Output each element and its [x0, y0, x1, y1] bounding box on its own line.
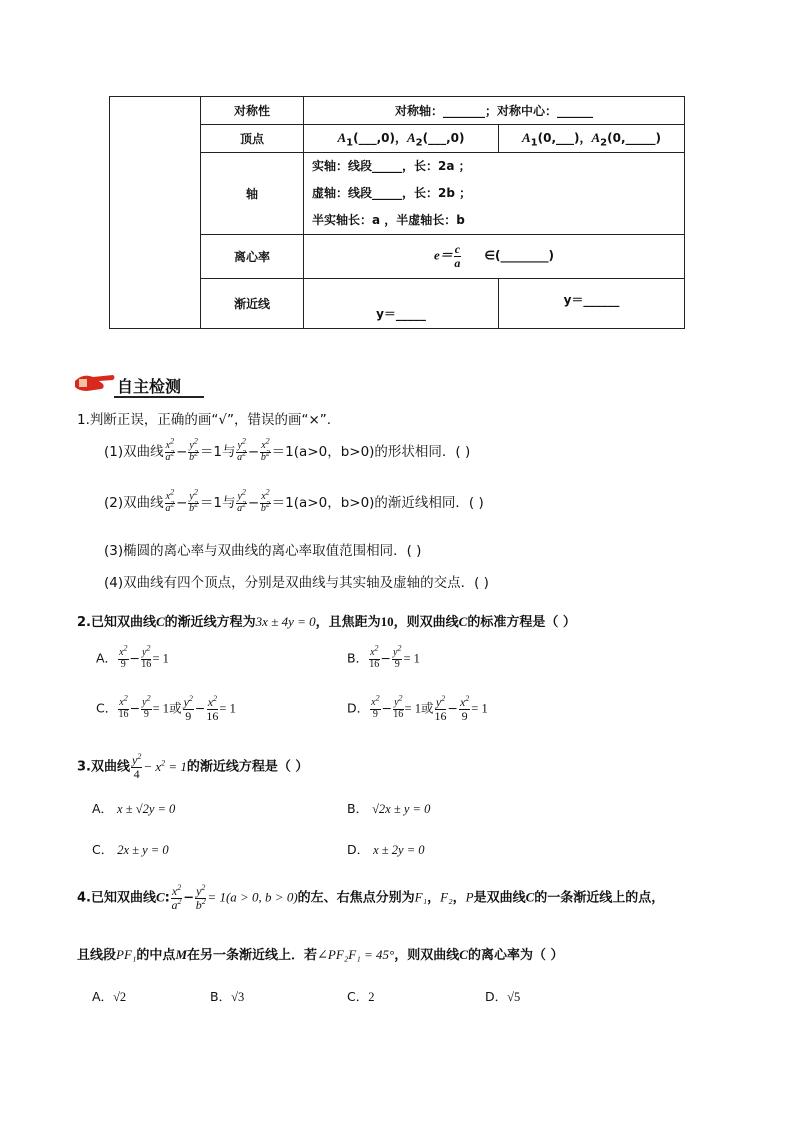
q4-option-a[interactable]: A．√2 — [92, 989, 127, 1004]
row-label-axis: 轴 — [201, 153, 304, 235]
q1-item-3: (3)椭圆的离心率与双曲线的离心率取值范围相同．( ) — [104, 543, 422, 559]
row-label-vertex: 顶点 — [201, 125, 304, 153]
q2-stem: 2.已知双曲线C的渐近线方程为3x ± 4y = 0，且焦距为10，则双曲线C的标准方程是（ ） — [77, 614, 576, 630]
section-title: 自主检测 — [117, 377, 182, 396]
q3-stem: 3.双曲线 $\frac{y^2}{4}$ − $x^2 = 1$的渐近线方程是（ ） — [77, 752, 309, 781]
q1-item-1: (1)双曲线 $\frac{x^2}{a^2}$ − $\frac{y^2}{b^2}$ ＝1与 $\frac{y^2}{a^2}$ − $\frac{x^2}{b^2}$ ＝1(a>0，b>0)的形状相同．( ) — [104, 436, 471, 463]
hyperbola-properties-table — [109, 96, 685, 329]
q2-option-c[interactable]: C． $\frac{x^2}{16}$ − $\frac{y^2}{9}$ = 1或 $\frac{y^2}{9}$ − $\frac{x^2}{16}$ = 1 — [96, 693, 236, 723]
section-underline — [114, 396, 204, 398]
asymptote-right: y＝______ — [499, 279, 685, 329]
q3-option-c[interactable]: C． 2x ± y = 0 — [92, 842, 169, 857]
row-label-asymptote: 渐近线 — [201, 279, 304, 329]
vertex-x-axis: $A_1(\_\_\_,0)$，$A_2(\_\_\_,0)$ — [304, 125, 499, 153]
q2-option-a[interactable]: A． $\frac{x^2}{9}$ − $\frac{y^2}{16}$ = 1 — [96, 643, 169, 670]
vertex-y-axis: $A_1(0,\_\_\_)$，$A_2(0,\_\_\_\_\_)$ — [499, 125, 685, 153]
q4-option-c[interactable]: C．2 — [347, 989, 375, 1004]
q4-stem-line2: 且线段PF₁的中点M在另一条渐近线上．若∠PF₂F₁ = 45°，则双曲线C的离心率为（ ） — [77, 947, 564, 963]
q3-option-d[interactable]: D． x ± 2y = 0 — [347, 842, 425, 857]
q1-stem: 1.判断正误，正确的画“√”，错误的画“×”. — [77, 412, 332, 428]
q4-option-b[interactable]: B．√3 — [210, 989, 245, 1004]
imag-axis-line: 虚轴：线段_____，长：2b ； — [312, 186, 472, 200]
asymptote-left: y＝_____ — [304, 279, 499, 329]
q4-option-d[interactable]: D．√5 — [485, 989, 521, 1004]
axis-values — [304, 153, 685, 235]
q1-item-2: (2)双曲线 $\frac{x^2}{a^2}$ − $\frac{y^2}{b^2}$ ＝1与 $\frac{y^2}{a^2}$ − $\frac{x^2}{b^2}$ ＝1(a>0，b>0)的渐近线相同．( ) — [104, 487, 484, 514]
row-label-eccentricity: 离心率 — [201, 235, 304, 279]
symmetry-value: 对称轴：_______；对称中心：______ — [304, 97, 685, 125]
q1-item-4: (4)双曲线有四个顶点，分别是双曲线与其实轴及虚轴的交点．( ) — [104, 575, 489, 591]
eccentricity-value: e＝ $\frac{c}{a}$ ∈(________) — [304, 235, 685, 279]
q2-option-b[interactable]: B． $\frac{x^2}{16}$ − $\frac{y^2}{9}$ = 1 — [347, 643, 420, 670]
row-label-symmetry: 对称性 — [201, 97, 304, 125]
q3-option-b[interactable]: B． √2x ± y = 0 — [347, 801, 431, 816]
table-blank-cell — [110, 97, 201, 329]
q4-stem-line1: 4.已知双曲线C: $\frac{x^2}{a^2}$ − $\frac{y^2}{b^2}$ = 1(a > 0, b > 0)的左、右焦点分别为F₁，F₂，P是双曲线C的一条渐近线上的点， — [77, 883, 665, 912]
hand-pointer-icon — [73, 367, 117, 395]
semi-axis-line: 半实轴长：a ，半虚轴长：b — [312, 213, 465, 227]
real-axis-line: 实轴：线段_____，长：2a ； — [312, 159, 471, 173]
q2-option-d[interactable]: D． $\frac{x^2}{9}$ − $\frac{y^2}{16}$ = 1或 $\frac{y^2}{16}$ − $\frac{x^2}{9}$ = 1 — [347, 693, 488, 723]
q3-option-a[interactable]: A． x ± √2y = 0 — [92, 801, 176, 816]
